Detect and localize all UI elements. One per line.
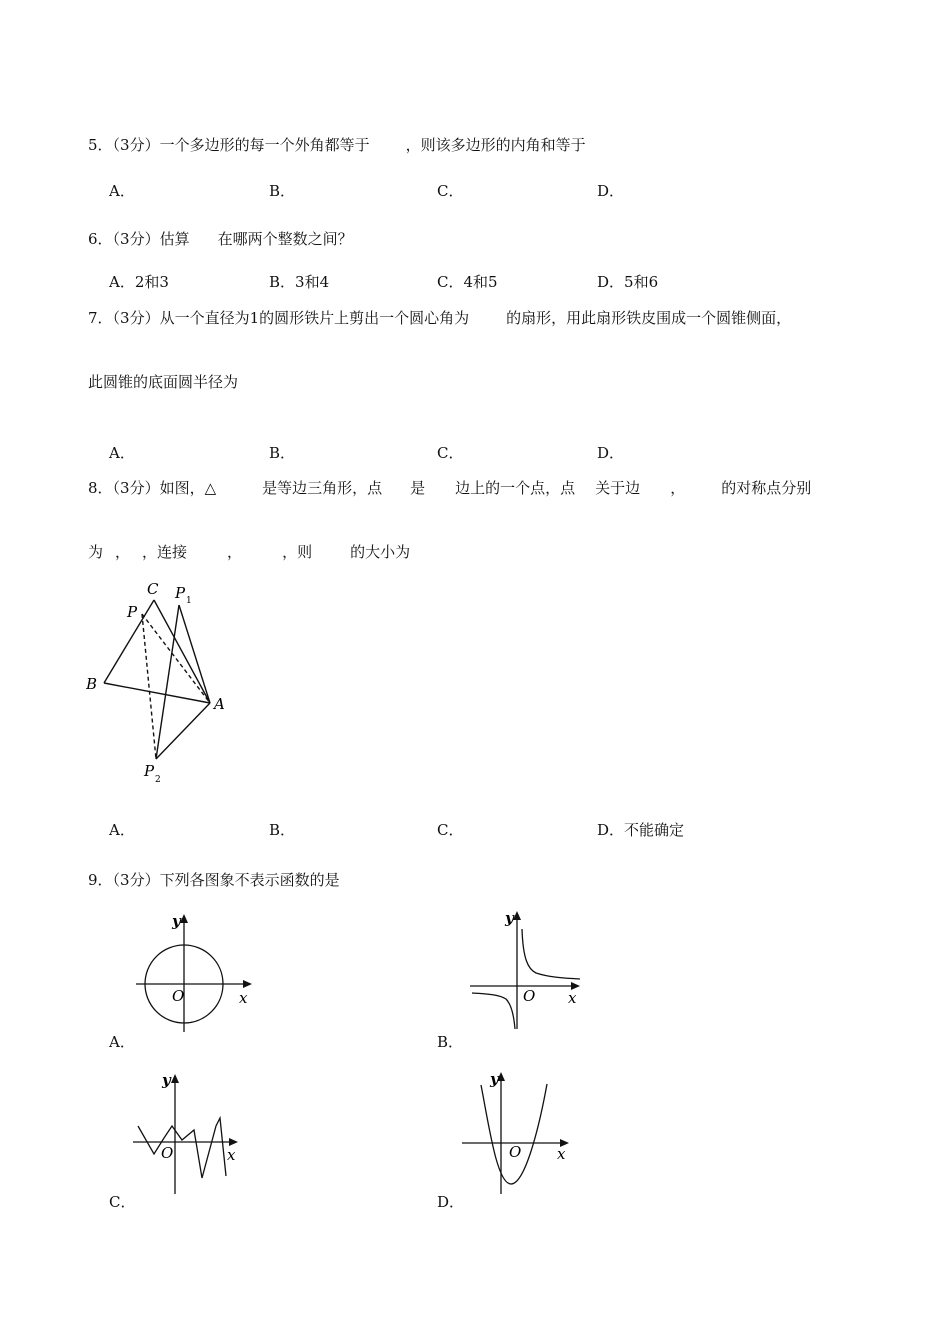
- label-p2-sub: 2: [155, 775, 161, 785]
- q9-option-d: D．: [437, 1193, 465, 1211]
- q7-stem: [88, 308, 791, 328]
- q5-option-a: A．: [109, 182, 135, 200]
- q9-graph-a: [132, 910, 257, 1035]
- q8-stem-part: ，则: [282, 543, 313, 561]
- q5-stem: [88, 135, 586, 155]
- q5-option-d: D．: [597, 182, 625, 200]
- label-b: B: [86, 675, 98, 693]
- q8-stem-part: 为: [88, 543, 104, 561]
- q9-graph-b: [462, 907, 587, 1032]
- function-curve: [138, 1118, 226, 1178]
- q8-stem-part: 8．（3分）如图，△: [88, 479, 217, 497]
- q8-stem-part: ，: [227, 543, 243, 561]
- q6-option-b: B．3和4: [269, 273, 330, 291]
- label-p: P: [127, 603, 138, 621]
- q7-option-c: C．: [437, 444, 464, 462]
- y-axis-arrow: [171, 1074, 179, 1083]
- q9-graph-d: [459, 1066, 579, 1196]
- axis-label-o: O: [172, 987, 185, 1005]
- q8-stem: [88, 478, 811, 498]
- q6-option-a: A．2和3: [109, 273, 169, 291]
- dashed-p-p2: [142, 614, 156, 759]
- q6-option-c: C．4和5: [437, 273, 498, 291]
- q8-stem-part: 是等边三角形，点: [262, 479, 383, 497]
- function-curve: [481, 1084, 547, 1184]
- q9-graph-c: [130, 1068, 250, 1198]
- function-curve-right: [522, 929, 580, 979]
- axis-label-o: O: [509, 1143, 522, 1161]
- q5-stem-part-b: ，则该多边形的内角和等于: [405, 136, 586, 154]
- segment-ab: [104, 683, 210, 703]
- q8-triangle-figure: [86, 575, 236, 790]
- segment-p2-a: [156, 703, 210, 759]
- q7-stem-line2: 此圆锥的底面圆半径为: [88, 373, 239, 391]
- q8-stem-line2: [88, 542, 410, 562]
- q8-stem-part: 的对称点分别: [721, 479, 812, 497]
- axis-label-o: O: [161, 1144, 174, 1162]
- axis-label-o: O: [523, 987, 536, 1005]
- axis-label-y: y: [172, 912, 181, 930]
- axis-label-y: y: [505, 909, 514, 927]
- label-p1: P: [175, 584, 186, 602]
- y-axis-arrow: [513, 911, 521, 920]
- q7-stem-part-a: 7．（3分）从一个直径为1的圆形铁片上剪出一个圆心角为: [88, 309, 470, 327]
- y-axis-arrow: [180, 914, 188, 923]
- q8-stem-part: 的大小为: [350, 543, 411, 561]
- q6-option-d: D．5和6: [597, 273, 659, 291]
- q7-stem-part-b: 的扇形，用此扇形铁皮围成一个圆锥侧面，: [506, 309, 792, 327]
- x-axis-arrow: [229, 1138, 238, 1146]
- q9-option-c: C．: [109, 1193, 136, 1211]
- axis-label-y: y: [162, 1071, 171, 1089]
- q8-stem-part: 关于边: [595, 479, 641, 497]
- axis-label-x: x: [239, 989, 248, 1007]
- q5-stem-part-a: 5．（3分）一个多边形的每一个外角都等于: [88, 136, 370, 154]
- q7-option-d: D．: [597, 444, 625, 462]
- label-a: A: [214, 695, 225, 713]
- q6-stem-part-a: 6．（3分）估算: [88, 230, 190, 248]
- q6-stem-part-b: 在哪两个整数之间？: [217, 230, 353, 248]
- axis-label-y: y: [490, 1070, 499, 1088]
- q5-option-b: B．: [269, 182, 296, 200]
- q8-option-d: D．不能确定: [597, 821, 685, 839]
- q8-option-c: C．: [437, 821, 464, 839]
- axis-label-x: x: [557, 1145, 566, 1163]
- x-axis-arrow: [243, 980, 252, 988]
- q9-stem: 9．（3分）下列各图象不表示函数的是: [88, 871, 340, 889]
- label-p2: P: [144, 762, 155, 780]
- label-c: C: [147, 580, 159, 598]
- q7-option-a: A．: [109, 444, 135, 462]
- q9-option-a: A．: [109, 1033, 135, 1051]
- q9-option-b: B．: [437, 1033, 464, 1051]
- q8-stem-part: ，连接: [142, 543, 188, 561]
- q8-stem-part: ，: [115, 543, 131, 561]
- axis-label-x: x: [227, 1146, 236, 1164]
- axis-label-x: x: [568, 989, 577, 1007]
- label-p1-sub: 1: [186, 596, 192, 606]
- q7-option-b: B．: [269, 444, 296, 462]
- function-curve-left: [472, 993, 515, 1029]
- q8-stem-part: 是: [410, 479, 426, 497]
- q8-option-a: A．: [109, 821, 135, 839]
- q8-option-b: B．: [269, 821, 296, 839]
- q6-stem: [88, 229, 353, 249]
- q8-stem-part: 边上的一个点，点: [455, 479, 576, 497]
- segment-p1-p2: [156, 605, 179, 759]
- q5-option-c: C．: [437, 182, 464, 200]
- q8-stem-part: ，: [670, 479, 686, 497]
